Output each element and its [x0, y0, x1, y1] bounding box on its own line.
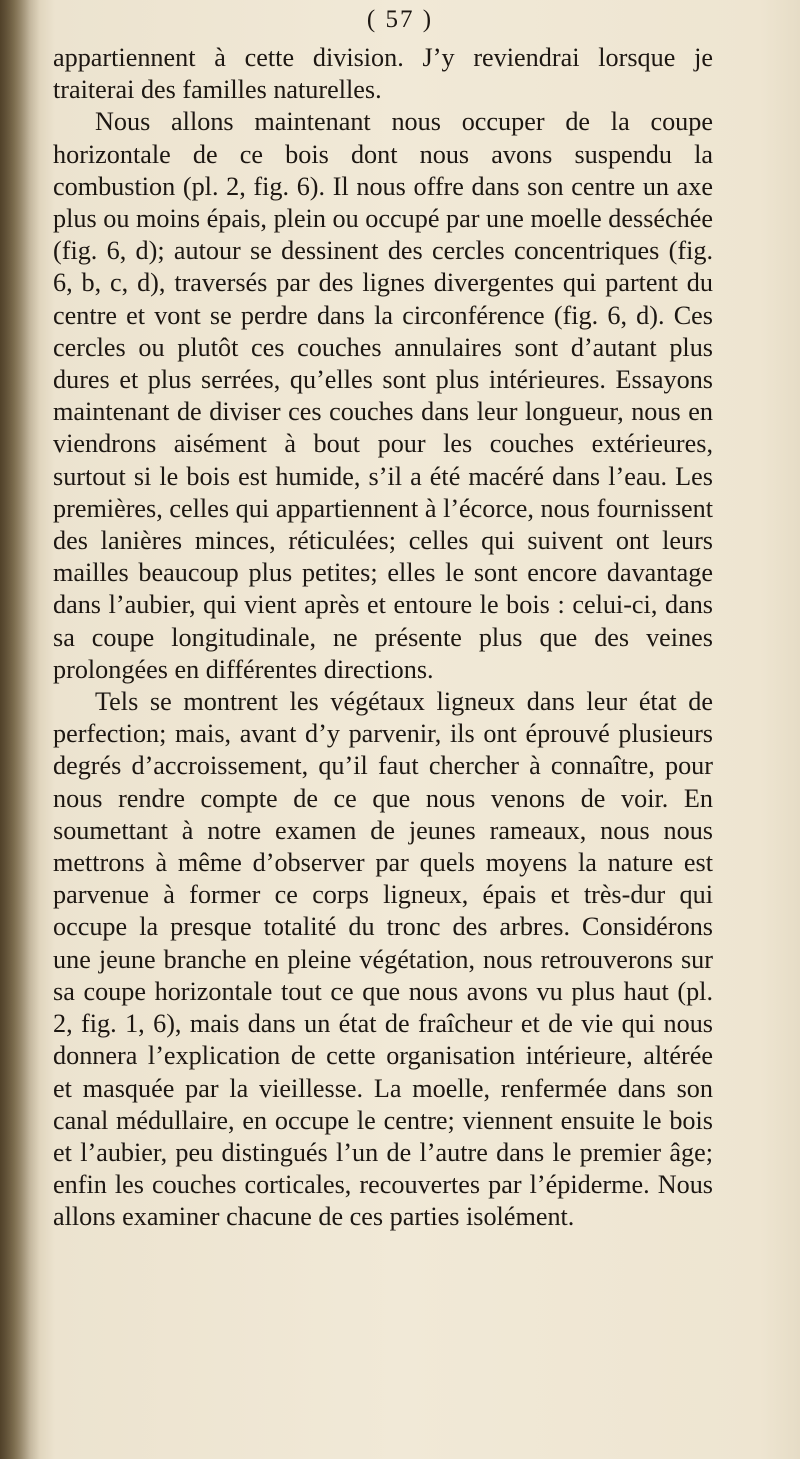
paragraph: appartiennent à cette division. J’y reviendrai lorsque je traiterai des familles naturelles. [53, 43, 713, 105]
binding-shadow [0, 0, 40, 1459]
page-number: ( 57 ) [366, 6, 434, 33]
paragraph: Nous allons maintenant nous occuper de la coupe horizontale de ce bois dont nous avons suspendu la combustion (pl. 2, fig. 6). Il nous offre dans son centre un axe plus ou moins épais, plein ou occupé par une moelle desséchée (fig. 6, d); autour se dessinent des cercles concentriques (fig. 6, b, c, d), traversés par des lignes divergentes qui partent du centre et vont se perdre dans la circonférence (fig. 6, d). Ces cercles ou plutôt ces couches annulaires sont d’autant plus dures et plus serrées, qu’elles sont plus intérieures. Essayons maintenant de diviser ces couches dans leur longueur, nous en viendrons aisément à bout pour les couches extérieures, surtout si le bois est humide, s’il a été macéré dans l’eau. Les premières, celles qui appartiennent à l’écorce, nous fournissent des lanières minces, réticulées; celles qui suivent ont leurs mailles beaucoup plus petites; elles le sont encore davantage dans l’aubier, qui vient après et entoure le bois : celui-ci, dans sa coupe longitudinale, ne présente plus que des veines prolongées en différentes directions. [53, 107, 713, 684]
paragraph: Tels se montrent les végétaux ligneux dans leur état de perfection; mais, avant d’y parvenir, ils ont éprouvé plusieurs degrés d’accroissement, qu’il faut chercher à connaître, pour nous rendre compte de ce que nous venons de voir. En soumettant à notre examen de jeunes rameaux, nous nous mettrons à même d’observer par quels moyens la nature est parvenue à former ce corps ligneux, épais et très-dur qui occupe la presque totalité du tronc des arbres. Considérons une jeune branche en pleine végétation, nous retrouverons sur sa coupe horizontale tout ce que nous avons vu plus haut (pl. 2, fig. 1, 6), mais dans un état de fraîcheur et de vie qui nous donnera l’explication de cette organisation intérieure, altérée et masquée par la vieillesse. La moelle, renfermée dans son canal médullaire, en occupe le centre; viennent ensuite le bois et l’aubier, peu distingués l’un de l’autre dans le premier âge; enfin les couches corticales, recouvertes par l’épiderme. Nous allons examiner chacune de ces parties isolément. [53, 687, 713, 1232]
body-text [53, 42, 713, 1234]
